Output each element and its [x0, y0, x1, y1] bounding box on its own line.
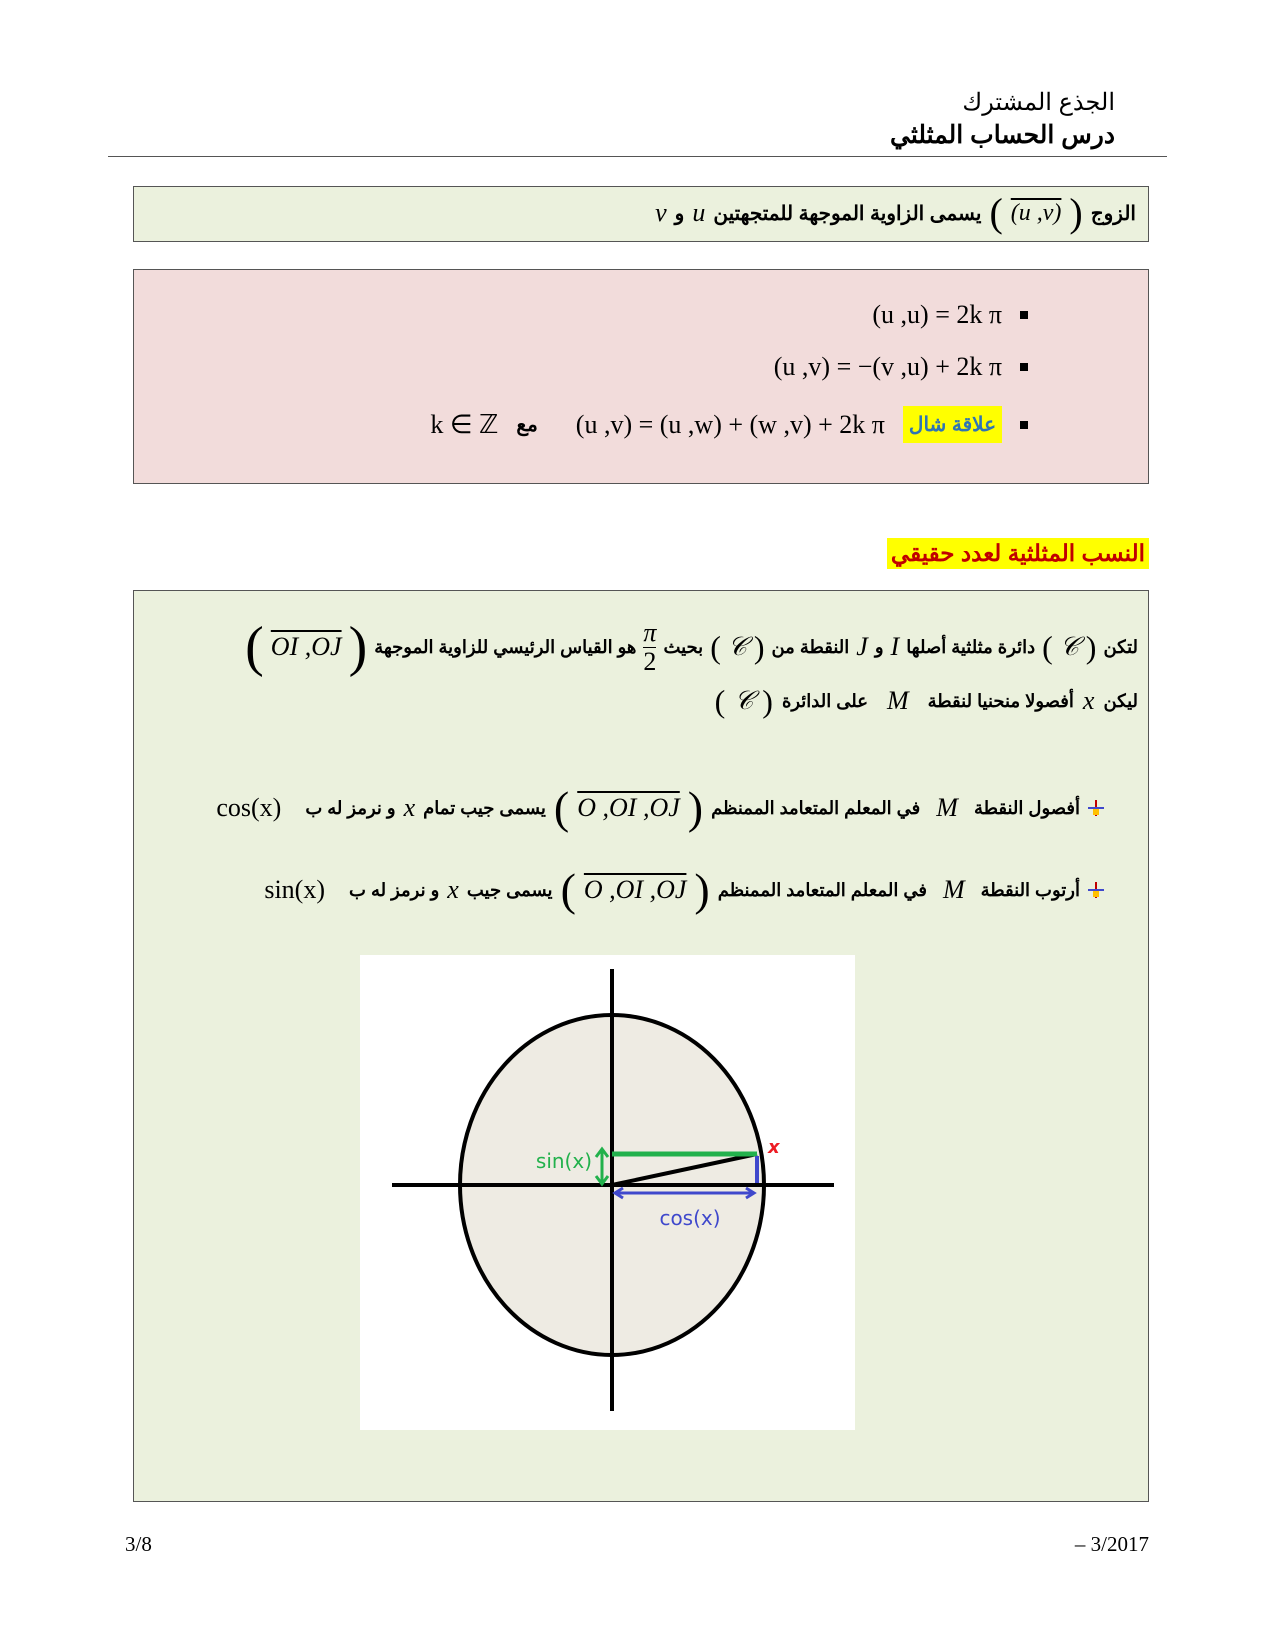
intro-text: ليكن: [1103, 690, 1138, 711]
point-I: I: [890, 632, 900, 661]
abscissa-x: x: [447, 875, 459, 904]
paren-open: (: [1069, 190, 1083, 235]
cos-notation: cos(x): [216, 793, 282, 822]
paren-close: ): [989, 190, 1003, 235]
page-number: 3/8: [125, 1532, 152, 1556]
header-rule: [108, 156, 1167, 157]
unit-circle-diagram: [360, 955, 855, 1430]
definition-box: [133, 186, 1149, 242]
paren-close: ): [1042, 629, 1053, 665]
def-text: أرتوب النقطة: [980, 879, 1080, 900]
paren-close: ): [553, 782, 570, 833]
x-label: x: [768, 1137, 780, 1158]
cos-label: cos(x): [659, 1206, 721, 1230]
paren-close: ): [560, 864, 576, 915]
fraction-denominator: 2: [643, 646, 657, 676]
def-text: و نرمز له ب: [305, 797, 396, 818]
definition-and: و: [674, 202, 685, 225]
orthonormal-frame: O ,OI ,OJ: [577, 793, 680, 822]
intro-text: بحيث: [663, 636, 704, 657]
def-text: يسمى جيب تمام: [423, 797, 546, 818]
orthonormal-frame: O ,OI ,OJ: [583, 875, 687, 904]
vector-pair: (u ,v): [1010, 199, 1062, 226]
cosine-definition: [216, 782, 1104, 833]
property-formula: (u ,v) = −(v ,u) + 2k π: [773, 352, 1002, 381]
sin-notation: sin(x): [264, 875, 325, 904]
def-text: أفصول النقطة: [973, 797, 1080, 818]
vector-u: u: [692, 198, 706, 227]
course-level: الجذع المشترك: [962, 89, 1115, 116]
point-M: M: [942, 875, 965, 904]
k-condition: k ∈ ℤ: [430, 409, 499, 439]
paren-open: (: [687, 782, 704, 833]
intro-text: لتكن: [1103, 636, 1138, 657]
paren-open: (: [1085, 629, 1097, 665]
definition-lead: الزوج: [1090, 202, 1136, 225]
chasles-label: علاقة شال: [903, 406, 1002, 443]
definition-text: يسمى الزاوية الموجهة للمتجهتين: [713, 202, 982, 225]
property-row: [430, 406, 1028, 443]
circle-symbol: 𝒞: [1059, 631, 1079, 661]
sine-definition: [264, 864, 1104, 915]
pushpin-icon: [1088, 800, 1104, 816]
point-J: J: [856, 632, 868, 661]
def-text: و نرمز له ب: [349, 879, 440, 900]
intro-text: دائرة مثلثية أصلها: [906, 636, 1036, 657]
properties-box: [133, 269, 1149, 484]
intro-text: على الدائرة: [781, 690, 868, 711]
square-bullet-icon: [1020, 311, 1028, 319]
pushpin-icon: [1088, 882, 1104, 898]
paren-open: (: [348, 616, 368, 678]
intro-line-1: [245, 616, 1138, 678]
intro-text: و: [874, 636, 884, 657]
circle-symbol: 𝒞: [734, 685, 754, 715]
abscissa-x: x: [403, 793, 416, 822]
property-row: [872, 300, 1028, 330]
paren-open: (: [753, 629, 765, 665]
paren-close: ): [710, 629, 721, 665]
property-formula: (u ,u) = 2k π: [872, 300, 1002, 329]
fraction-numerator: π: [643, 618, 657, 648]
lesson-title: درس الحساب المثلثي: [890, 121, 1115, 149]
sin-label: sin(x): [535, 1149, 592, 1173]
intro-text: أفصولا منحنيا لنقطة: [927, 690, 1074, 711]
angle-OI-OJ: OI ,OJ: [270, 632, 342, 661]
abscissa-x: x: [1082, 686, 1095, 715]
square-bullet-icon: [1020, 363, 1028, 371]
square-bullet-icon: [1020, 421, 1028, 429]
intro-text: هو القياس الرئيسي للزاوية الموجهة: [374, 636, 637, 657]
paren-open: (: [694, 864, 710, 915]
intro-line-2: [715, 685, 1138, 717]
point-M: M: [886, 686, 909, 715]
def-text: في المعلم المتعامد الممنظم: [711, 797, 921, 818]
paren-close: ): [245, 616, 264, 678]
vector-v: v: [655, 198, 667, 227]
section-title: النسب المثلثية لعدد حقيقي: [887, 538, 1149, 569]
circle-symbol: 𝒞: [727, 631, 747, 661]
with-word: مع: [516, 414, 538, 436]
unit-circle-figure: [360, 955, 855, 1430]
footer-date: – 3/2017: [1074, 1532, 1149, 1556]
def-text: يسمى جيب: [466, 879, 553, 900]
paren-close: ): [714, 683, 726, 719]
property-formula: (u ,v) = (u ,w) + (w ,v) + 2k π: [575, 409, 885, 439]
intro-text: النقطة من: [771, 636, 850, 657]
fraction: [643, 619, 656, 675]
property-row: [774, 352, 1028, 382]
point-M: M: [936, 793, 958, 822]
def-text: في المعلم المتعامد الممنظم: [717, 879, 927, 900]
paren-open: (: [762, 683, 773, 719]
